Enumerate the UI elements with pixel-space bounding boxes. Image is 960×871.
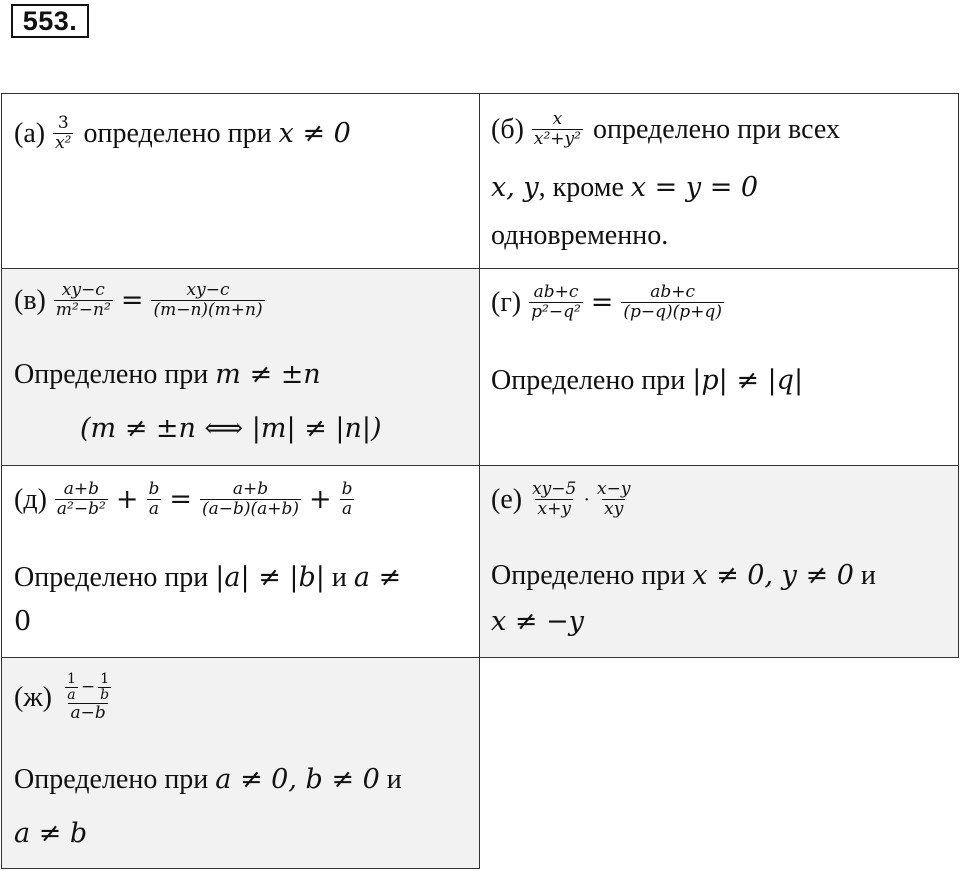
label-zh: (ж) <box>14 681 52 713</box>
text-a: определено при <box>76 117 279 149</box>
cell-zh <box>1 657 480 869</box>
condition-b: x = y = 0 <box>630 172 759 203</box>
fraction-d-2: $\frac{b}{a}$ <box>148 479 160 519</box>
fraction-e-1: $\frac{xy-5}{x+y}$ <box>532 479 577 519</box>
fraction-zh-inner-1: $\frac{1}{a}$ <box>67 671 76 703</box>
note-v: (m ≠ ±n ⟺ |m| ≠ |n|) <box>80 413 382 444</box>
text-b-2: , кроме <box>538 172 631 203</box>
label-a: (а) <box>14 117 46 149</box>
text-b-3: одновременно. <box>491 220 669 251</box>
cell-a <box>1 93 480 269</box>
and-zh: и <box>379 764 402 795</box>
fraction-g-1: $\frac{ab+c}{\text{p²−q²}}$ <box>531 282 581 322</box>
fraction-d-1: $\frac{a+b}{\text{a²−b²}}$ <box>56 479 106 519</box>
label-b: (б) <box>491 113 524 145</box>
text-g: Определено при <box>491 365 693 396</box>
text-zh: Определено при <box>14 764 216 795</box>
minus-zh: − <box>80 677 96 697</box>
fraction-e-2: $\frac{x-y}{xy}$ <box>597 479 631 519</box>
cell-e <box>479 465 959 658</box>
fraction-v-1: $\frac{xy-c}{\text{m²−n²}}$ <box>55 280 111 320</box>
condition-zh-2: a ≠ b <box>14 818 88 849</box>
and-d: и <box>324 562 354 593</box>
condition-g: |p| ≠ |q| <box>692 365 804 396</box>
text-e: Определено при <box>491 560 693 591</box>
condition-e-1: x ≠ 0, y ≠ 0 <box>692 560 854 591</box>
and-e: и <box>853 560 876 591</box>
cell-g <box>479 268 959 466</box>
cell-b <box>479 93 959 269</box>
plus-d-1: + <box>115 483 139 515</box>
fraction-zh: $\frac{1}{a}$ − $\frac{1}{b}$ a−b <box>67 671 110 723</box>
condition-d-3: 0 <box>14 606 32 637</box>
fraction-zh-inner-2: $\frac{1}{b}$ <box>100 671 110 703</box>
fraction-a: $\frac{3}{\text{x²}}$ <box>55 113 72 153</box>
plus-d-2: + <box>309 483 332 515</box>
label-d: (д) <box>14 483 47 515</box>
text-d: Определено при <box>14 562 216 593</box>
condition-d-1: |a| ≠ |b| <box>215 562 325 593</box>
cell-v <box>1 268 480 466</box>
label-e: (е) <box>491 483 523 515</box>
text-b-1: определено при всех <box>585 113 840 145</box>
text-v: Определено при <box>14 359 216 390</box>
multiply-dot-e: · <box>583 488 591 511</box>
cell-d <box>1 465 480 658</box>
condition-zh-1: a ≠ 0, b ≠ 0 <box>215 764 380 795</box>
vars-b: x, y <box>491 172 539 203</box>
fraction-v-2: $\frac{xy-c}{(m-n)(m+n)}$ <box>153 280 263 320</box>
condition-a: x ≠ 0 <box>278 117 351 149</box>
fraction-g-2: $\frac{ab+c}{(p-q)(p+q)}$ <box>623 282 722 322</box>
condition-e-2: x ≠ −y <box>491 606 584 637</box>
condition-v: m ≠ ±n <box>215 359 321 390</box>
fraction-b: $\frac{x}{\text{x²+y²}}$ <box>533 109 581 149</box>
label-v: (в) <box>14 284 46 316</box>
fraction-d-4: $\frac{b}{a}$ <box>341 479 353 519</box>
equals-d: = <box>169 483 192 515</box>
exercise-number: 553. <box>11 4 89 38</box>
label-g: (г) <box>491 286 522 318</box>
condition-d-2: a ≠ <box>353 562 402 593</box>
equals-v: = <box>120 284 144 316</box>
fraction-d-3: $\frac{a+b}{(a-b)(a+b)}$ <box>201 479 300 519</box>
equals-g: = <box>590 286 614 318</box>
